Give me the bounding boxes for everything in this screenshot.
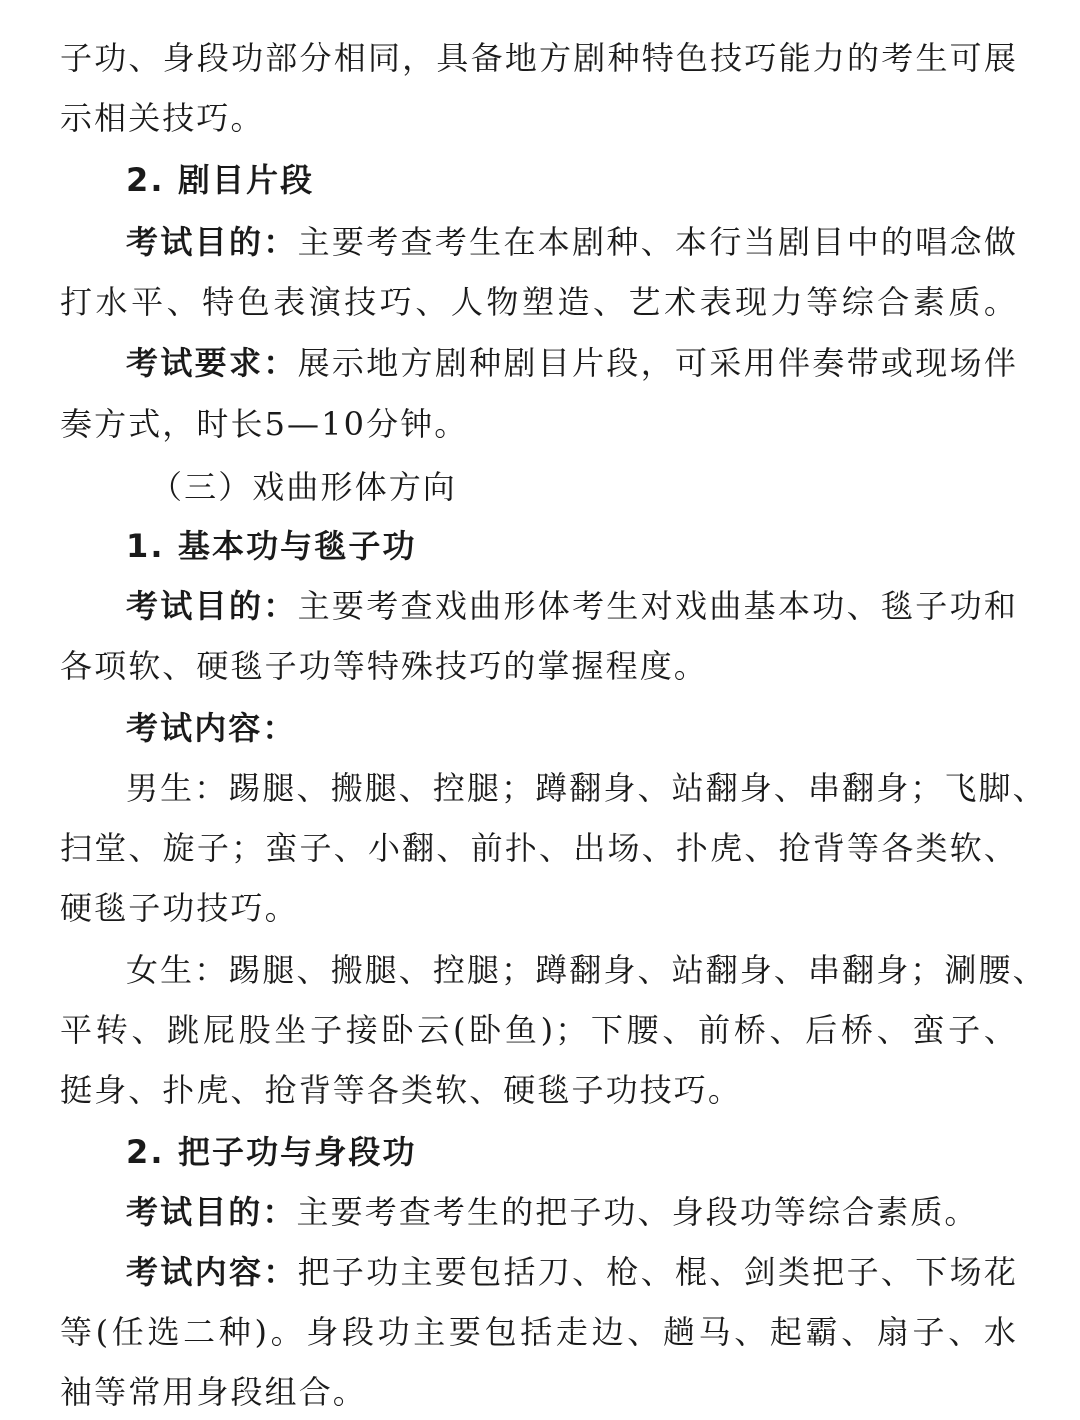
purpose-line bbox=[126, 222, 1018, 262]
section-heading: 2. 把子功与身段功 bbox=[126, 1133, 417, 1171]
paragraph-line: 等(任选二种)。身段功主要包括走边、趟马、起霸、扇子、水 bbox=[60, 1313, 1018, 1351]
content-line bbox=[126, 1252, 1018, 1292]
paragraph-line: 袖等常用身段组合。 bbox=[60, 1373, 367, 1411]
paragraph-line: 各项软、硬毯子功等特殊技巧的掌握程度。 bbox=[60, 647, 708, 685]
female-line: 女生：踢腿、搬腿、控腿；蹲翻身、站翻身、串翻身；涮腰、 bbox=[126, 951, 1047, 989]
requirement-line bbox=[126, 343, 1018, 383]
paragraph-line: 示相关技巧。 bbox=[60, 99, 265, 137]
purpose-label: 考试目的： bbox=[126, 1193, 297, 1231]
paragraph-line: 硬毯子功技巧。 bbox=[60, 889, 299, 927]
male-line: 男生：踢腿、搬腿、控腿；蹲翻身、站翻身、串翻身；飞脚、 bbox=[126, 769, 1047, 807]
purpose-line bbox=[126, 586, 1018, 626]
purpose-line bbox=[126, 1192, 1018, 1232]
purpose-label: 考试目的： bbox=[126, 587, 298, 625]
purpose-text: 主要考查戏曲形体考生对戏曲基本功、毯子功和 bbox=[297, 587, 1018, 625]
paragraph-line: 扫堂、旋子；蛮子、小翻、前扑、出场、扑虎、抢背等各类软、 bbox=[60, 829, 1018, 867]
section-heading: 1. 基本功与毯子功 bbox=[126, 527, 417, 565]
content-label: 考试内容： bbox=[126, 1253, 298, 1291]
requirement-label: 考试要求： bbox=[126, 344, 298, 382]
purpose-text: 主要考查考生在本剧种、本行当剧目中的唱念做 bbox=[297, 223, 1018, 261]
content-text: 把子功主要包括刀、枪、棍、剑类把子、下场花 bbox=[297, 1253, 1018, 1291]
paragraph-line: 奏方式，时长5—10分钟。 bbox=[60, 405, 469, 443]
section-heading: 2. 剧目片段 bbox=[126, 161, 315, 199]
paragraph-line: 挺身、扑虎、抢背等各类软、硬毯子功技巧。 bbox=[60, 1071, 743, 1109]
requirement-text: 展示地方剧种剧目片段，可采用伴奏带或现场伴 bbox=[297, 344, 1018, 382]
paragraph-line: 平转、跳屁股坐子接卧云(卧鱼)；下腰、前桥、后桥、蛮子、 bbox=[60, 1011, 1018, 1049]
content-label: 考试内容： bbox=[126, 709, 297, 747]
purpose-label: 考试目的： bbox=[126, 223, 298, 261]
section-title: （三）戏曲形体方向 bbox=[150, 468, 457, 506]
purpose-text: 主要考查考生的把子功、身段功等综合素质。 bbox=[296, 1193, 979, 1231]
paragraph-line: 打水平、特色表演技巧、人物塑造、艺术表现力等综合素质。 bbox=[60, 283, 1018, 321]
paragraph-line: 子功、身段功部分相同，具备地方剧种特色技巧能力的考生可展 bbox=[60, 39, 1018, 77]
